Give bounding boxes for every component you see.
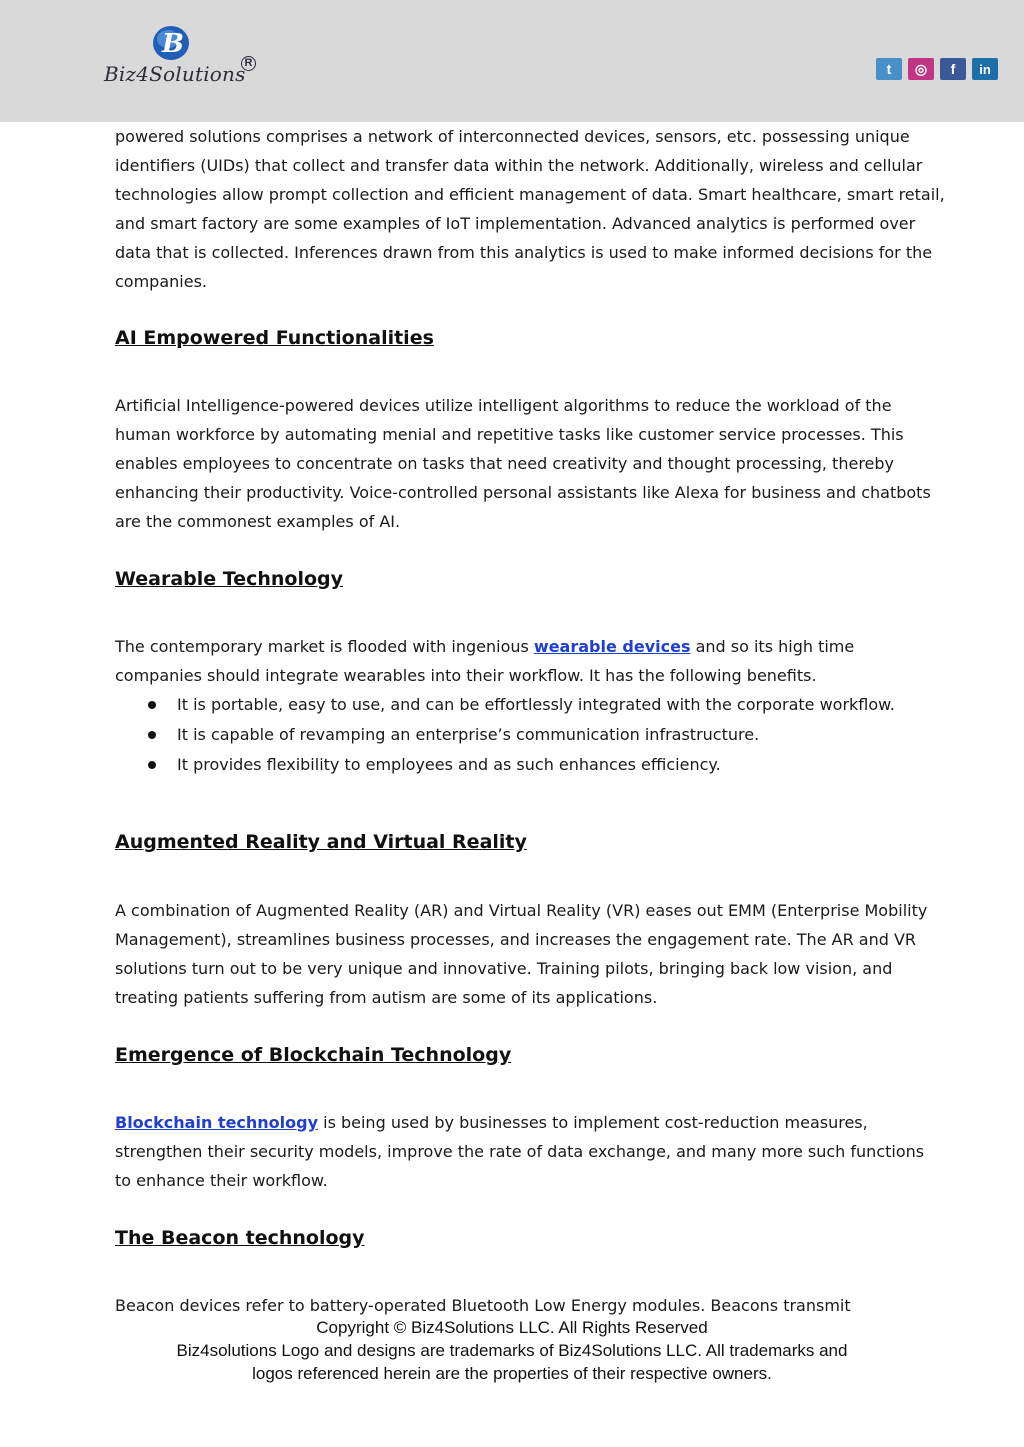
instagram-icon[interactable]: ◎	[908, 58, 934, 80]
wearable-benefits-list	[115, 690, 945, 780]
biz4solutions-logo[interactable]	[104, 24, 264, 94]
wearable-devices-link[interactable]: wearable devices	[533, 637, 691, 656]
ai-paragraph: Artificial Intelligence-powered devices utilize intelligent algorithms to reduce the workload of the human workforce by automating menial and repetitive tasks like customer service processes. This enables employees to concentrate on tasks that need creativity and thought processing, thereby enhancing their productivity. Voice-controlled personal assistants like Alexa for business and chatbots are the commonest examples of AI.	[115, 396, 931, 531]
heading-wearable: Wearable Technology	[115, 568, 344, 590]
trademark-line-1: Biz4solutions Logo and designs are trademarks of Biz4Solutions LLC. All trademarks and	[176, 1341, 848, 1360]
logo-text: Biz4Solutions	[104, 62, 246, 86]
copyright-line: Copyright © Biz4Solutions LLC. All Rights Reserved	[316, 1318, 708, 1337]
wearable-paragraph	[115, 632, 945, 690]
social-links	[870, 58, 998, 80]
heading-arvr: Augmented Reality and Virtual Reality	[115, 831, 527, 853]
blockchain-paragraph-block	[115, 1108, 945, 1195]
trademark-line-2: logos referenced herein are the properties of their respective owners.	[252, 1364, 772, 1383]
wearable-text-after: and so its high time companies should integrate wearables into their workflow. It has the following benefits.	[115, 637, 855, 685]
logo-mark-icon	[151, 24, 191, 62]
facebook-icon[interactable]: f	[940, 58, 966, 80]
arvr-paragraph-block	[115, 896, 945, 1012]
registered-mark: R	[241, 56, 256, 71]
blockchain-text-after: is being used by businesses to implement cost-reduction measures, strengthen their security models, improve the rate of data exchange, and many more such functions to enhance their workflow.	[115, 1113, 925, 1190]
beacon-paragraph: Beacon devices refer to battery-operated Bluetooth Low Energy modules. Beacons transmit	[115, 1296, 851, 1315]
list-item: It is capable of revamping an enterprise’s communication infrastructure.	[115, 720, 945, 750]
wearable-paragraph-block	[115, 632, 945, 780]
wearable-text-before: The contemporary market is flooded with ingenious	[115, 637, 534, 656]
twitter-icon[interactable]: t	[876, 58, 902, 80]
page-header	[0, 0, 1024, 122]
blockchain-paragraph	[115, 1108, 945, 1195]
list-item: It provides flexibility to employees and as such enhances efficiency.	[115, 750, 945, 780]
linkedin-icon[interactable]: in	[972, 58, 998, 80]
arvr-paragraph: A combination of Augmented Reality (AR) and Virtual Reality (VR) eases out EMM (Enterprise Mobility Management), streamlines business processes, and increases the engagement rate. The AR and VR solutions turn out to be very unique and innovative. Training pilots, bringing back low vision, and treating patients suffering from autism are some of its applications.	[115, 901, 928, 1007]
heading-blockchain: Emergence of Blockchain Technology	[115, 1044, 512, 1066]
svg-text:B: B	[162, 29, 184, 59]
blockchain-technology-link[interactable]: Blockchain technology	[115, 1113, 319, 1132]
heading-beacon: The Beacon technology	[115, 1227, 365, 1249]
page-footer	[0, 1316, 1024, 1385]
heading-ai: AI Empowered Functionalities	[115, 327, 434, 349]
intro-paragraph-block	[115, 122, 945, 296]
intro-paragraph: powered solutions comprises a network of interconnected devices, sensors, etc. possessing unique identifiers (UIDs) that collect and transfer data within the network. Additionally, wireless and cellular technologies allow prompt collection and efficient management of data. Smart healthcare, smart retail, and smart factory are some examples of IoT implementation. Advanced analytics is performed over data that is collected. Inferences drawn from this analytics is used to make informed decisions for the companies.	[115, 127, 945, 291]
ai-paragraph-block	[115, 391, 945, 536]
list-item: It is portable, easy to use, and can be effortlessly integrated with the corporate workflow.	[115, 690, 945, 720]
